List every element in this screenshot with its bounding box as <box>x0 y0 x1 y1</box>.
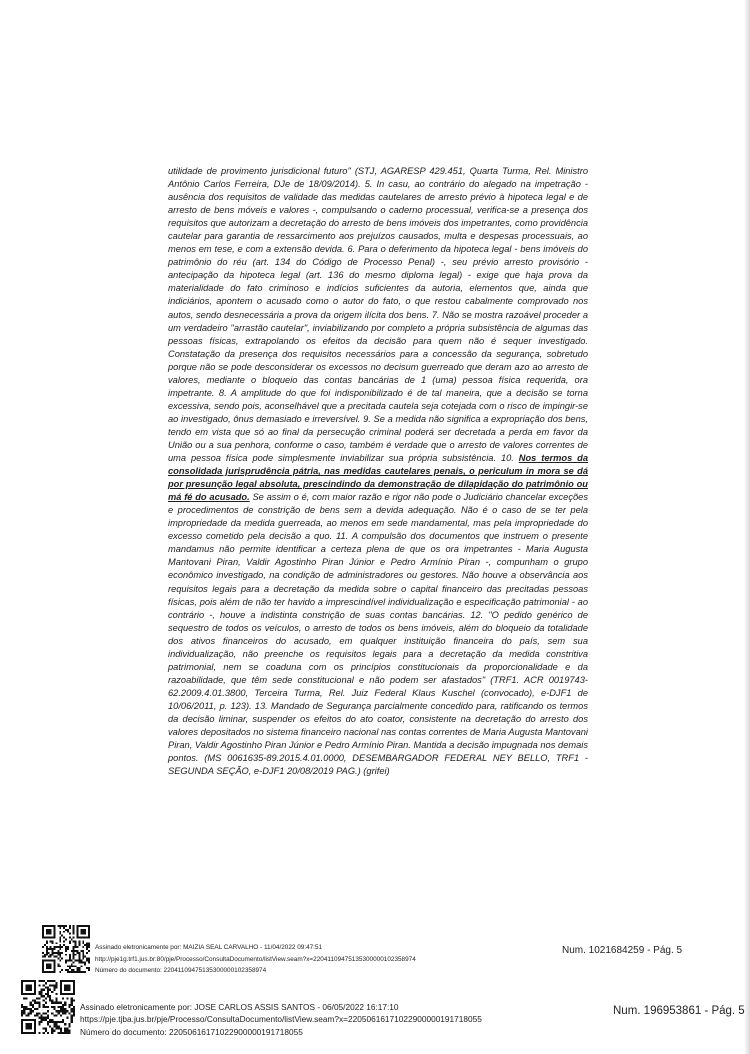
qr-code-icon <box>42 925 90 973</box>
verification-url[interactable]: https://pje.tjba.jus.br/pje/Processo/ConsultaDocumento/listView.seam?x=22050616171022900000191718055 <box>80 1014 482 1025</box>
highlighted-citation: Nos termos da consolidada jurisprudência pátria, nas medidas cautelares penais, o periculum in mora se dá por presunção legal absoluta, prescindindo da demonstração de dilapidação do patrimônio ou má fé do acusado. <box>168 453 588 503</box>
page-reference-inner: Num. 1021684259 - Pág. 5 <box>562 945 683 956</box>
document-body <box>168 165 588 778</box>
document-number: Número do documento: 22050616171022900000191718055 <box>80 1026 303 1037</box>
signature-info-inner <box>95 942 416 977</box>
signature-info-outer <box>80 1001 482 1038</box>
body-paragraph-part-1: utilidade de provimento jurisdicional futuro" (STJ, AGARESP 429.451, Quarta Turma, Rel. Ministro Antônio Carlos Ferreira, DJe de 18/09/2014). 5. In casu, ao contrário do alegado na impetração - ausência dos requisitos de validade das medidas cautelares de arresto prévio à hipoteca legal e de arresto de bens móveis e valores -, compulsando o caderno processual, verifica-se a presença dos requisitos que autorizam a decretação do arresto de bens imóveis dos impetrantes, como providência cautelar para garantia de ressarcimento aos prejuízos causados, multa e despesas processuais, ao menos em tese, e com a extensão devida. 6. Para o deferimento da hipoteca legal - bens imóveis do patrimônio do réu (art. 134 do Código de Processo Penal) -, seu prévio arresto provisório - antecipação da hipoteca legal (art. 136 do mesmo diploma legal) - exige que haja prova da materialidade do fato criminoso e indícios suficientes da autoria, elementos que, ainda que indiciários, apontem o acusado como o autor do fato, o que restou cabalmente comprovado nos autos, sendo desnecessária a prova da origem ilícita dos bens. 7. Não se mostra razoável proceder a um verdadeiro "arrastão cautelar", inviabilizando por completo a própria subsistência de algumas das pessoas físicas, extrapolando os efeitos da decisão para quem não é sequer investigado. Constatação da presença dos requisitos necessários para a concessão da segurança, sobretudo porque não se pode desconsiderar os excessos no decisum guerreado que deram azo ao arresto de valores, mediante o bloqueio das contas bancárias de 1 (uma) pessoa física requerida, ora impetrante. 8. A amplitude do que foi indisponibilizado é de tal maneira, que a decisão se torna excessiva, sendo pois, aconselhável que a precitada cautela seja cotejada com o risco de impingir-se ao investigado, ônus demasiado e irreversível. 9. Se a medida não significa a expropriação dos bens, tendo em vista que só ao final da persecução criminal poderá ser decretada a perda em favor da União ou a sua penhora, conforme o caso, também é verdade que o arresto de valores correntes de uma pessoa física pode simplesmente inviabilizar sua própria subsistência. 10. <box>168 166 588 464</box>
verification-url[interactable]: http://pje1g.trf1.jus.br:80/pje/Processo/ConsultaDocumento/listView.seam?x=22041109475135300000102358974 <box>95 955 416 963</box>
signed-by-text: Assinado eletronicamente por: MAIZIA SEAL CARVALHO - 11/04/2022 09:47:51 <box>95 944 323 951</box>
page-reference-outer: Num. 196953861 - Pág. 5 <box>613 1005 745 1017</box>
body-paragraph-part-2: Se assim o é, com maior razão e rigor não pode o Judiciário chancelar exceções e procedimentos de constrição de bens sem a devida adequação. Não é o caso de se ter pela impropriedade da medida guerreada, ao menos em sede mandamental, mas pela impropriedade do excesso cometido pela decisão a quo. 11. A compulsão dos documentos que instruem o presente mandamus não permite identificar a certeza plena de que os ora impetrantes - Maria Augusta Mantovani Piran, Valdir Agostinho Piran Júnior e Pedro Armínio Piran -, compunham o grupo econômico investigado, na condição de administradores ou gestores. Não houve a observância aos requisitos legais para a decretação da medida sobre o capital financeiro das precitadas pessoas físicas, pois além de não ter havido a imprescindível individualização e especificação patrimonial - ao contrário -, houve a indistinta constrição de suas contas bancárias. 12. "O pedido genérico de sequestro de todos os veículos, o arresto de todos os bens imóveis, além do bloqueio da totalidade dos ativos financeiros do acusado, em qualquer instituição financeira do país, sem sua individualização, não preenche os requisitos legais para a decretação da medida constritiva patrimonial, nem se coaduna com os princípios constitucionais da proporcionalidade e da razoabilidade, que têm sede constitucional e não podem ser afastados" (TRF1. ACR 0019743-62.2009.4.01.3800, Terceira Turma, Rel. Juiz Federal Klaus Kuschel (convocado), e-DJF1 de 10/06/2011, p. 123). 13. Mandado de Segurança parcialmente concedido para, ratificando os termos da decisão liminar, suspender os efeitos do ato coator, consistente na decretação do arresto dos valores depositados no sistema financeiro nacional nas contas correntes de Maria Augusta Mantovani Piran, Valdir Agostinho Piran Júnior e Pedro Armínio Piran. Mantida a decisão impugnada nos demais pontos. (MS 0061635-89.2015.4.01.0000, DESEMBARGADOR FEDERAL NEY BELLO, TRF1 - SEGUNDA SEÇÃO, e-DJF1 20/08/2019 PAG.) (grifei) <box>168 492 588 777</box>
signed-by-text: Assinado eletronicamente por: JOSE CARLOS ASSIS SANTOS - 06/05/2022 16:17:10 <box>80 1002 399 1012</box>
page-edge-shadow <box>744 0 750 1054</box>
document-number: Número do documento: 22041109475135300000102358974 <box>95 967 267 974</box>
qr-code-icon <box>21 980 75 1034</box>
